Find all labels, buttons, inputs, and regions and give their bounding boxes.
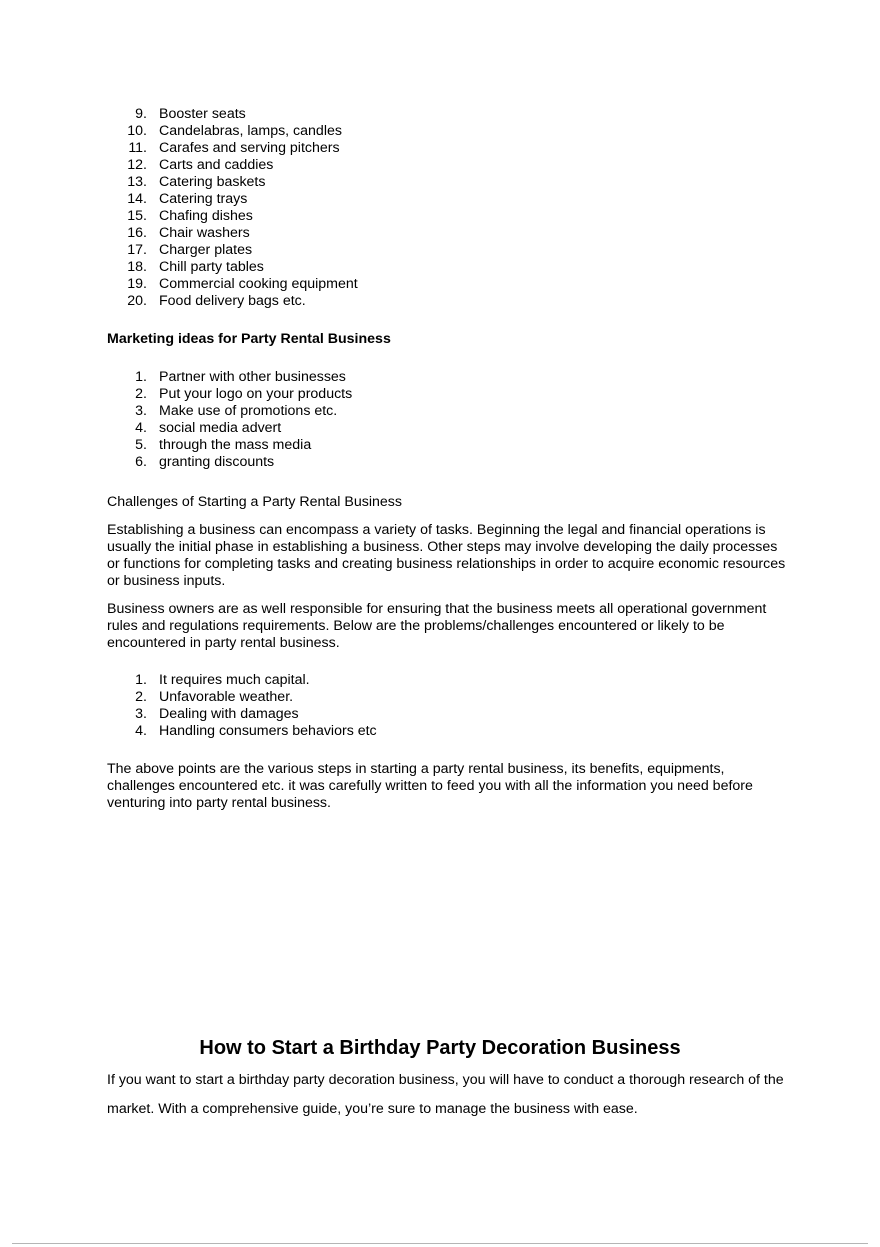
section-title: How to Start a Birthday Party Decoration Business [199, 1037, 681, 1059]
marketing-heading: Marketing ideas for Party Rental Business [107, 331, 391, 347]
document-page: 9. Booster seats 10. Candelabras, lamps, candles 11. Carafes and serving pitchers 12. Carts and caddies 13. Catering baskets 14. Catering trays 15. Chafing dishes 16. Chair washers 17. Charger plates 18. Chill party tables 19. Commercial cooking equipment 20. Food delivery bags etc. Marketing ideas for Party Rental Business 1. Partner with other businesses 2. Put your logo on your products 3. Make use of promotions etc. 4. social media advert 5. through the mass media 6. granting discounts Challenges of Starting a Party Rental Business Establishing a business can encompass a variety of tasks. Beginning the legal and financial operations is usually the initial phase in establishing a business. Other steps may involve developing the daily processes or functions for completing tasks and creating business relationships in order to acquire economic resources or business inputs. Business owners are as well responsible for ensuring that the business meets all operational government rules and regulations requirements. Below are the problems/challenges encountered or likely to be encountered in party rental business. 1. It requires much capital. 2. Unfavorable weather. 3. Dealing with damages 4. Handling consumers behaviors etc The above points are the various steps in starting a party rental business, its benefits, equipments, challenges encountered etc. it was carefully written to feed you with all the information you need before venturing into party rental business. How to Start a Birthday Party Decoration Business If you want to start a birthday party decoration business, you will have to conduct a thorough research of the market. With a comprehensive guide, you’re sure to manage the business with ease. [0, 0, 880, 1247]
challenges-heading: Challenges of Starting a Party Rental Business [107, 494, 402, 510]
challenges-paragraph-2: Business owners are as well responsible for ensuring that the business meets all operational government rules and regulations requirements. Below are the problems/challenges encountered or likely to be encountered in party rental business. [107, 601, 767, 651]
challenges-paragraph-1: Establishing a business can encompass a variety of tasks. Beginning the legal and financial operations is usually the initial phase in establishing a business. Other steps may involve developing the daily processes or functions for completing tasks and creating business relationships in order to acquire economic resources or business inputs. [107, 522, 786, 589]
conclusion-paragraph: The above points are the various steps in starting a party rental business, its benefits, equipments, challenges encountered etc. it was carefully written to feed you with all the information you need before venturing into party rental business. [107, 761, 753, 811]
birthday-intro-paragraph: If you want to start a birthday party decoration business, you will have to conduct a thorough research of the market. With a comprehensive guide, you’re sure to manage the business with ease. [107, 1072, 784, 1117]
page-bottom-divider [12, 1243, 868, 1244]
